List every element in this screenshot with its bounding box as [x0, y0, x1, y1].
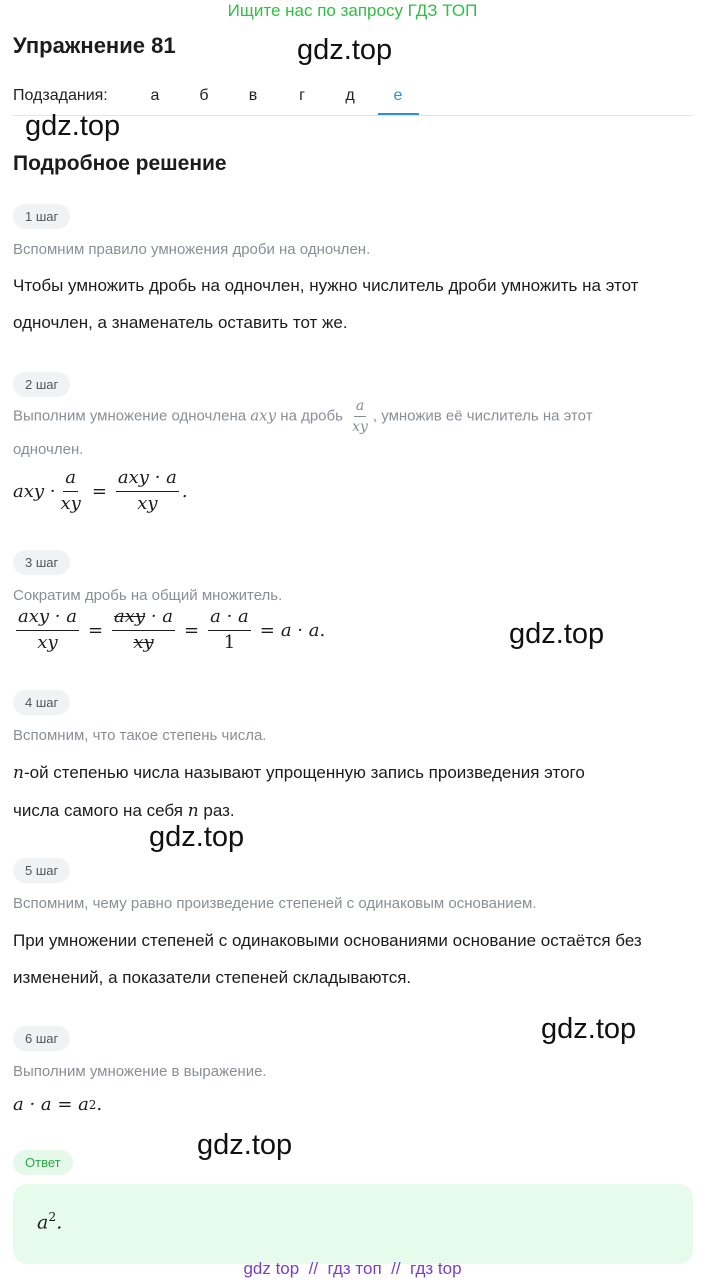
fraction-numerator: a · a [208, 607, 251, 631]
math-expression [13, 468, 188, 514]
equals-sign: = [259, 619, 275, 641]
hint-text: , умножив её числитель на этот [372, 407, 593, 425]
fraction-numerator: axy · a [16, 607, 79, 631]
fraction-cancelled [112, 607, 175, 653]
step-badge: 4 шаг [13, 690, 70, 715]
page-title: Упражнение 81 [13, 33, 176, 58]
equals-sign: = [87, 619, 104, 641]
step-hint: Вспомним, чему равно произведение степеней с одинаковым основанием. [13, 895, 537, 912]
math-base: a [37, 1211, 49, 1234]
fraction [16, 607, 79, 653]
cancelled-term: axy [114, 606, 146, 627]
hint-text: на дробь [276, 407, 348, 425]
answer-value [37, 1210, 62, 1233]
hint-text: одночлен. [13, 441, 84, 459]
fraction [208, 607, 251, 653]
fraction-denominator: xy [37, 631, 58, 653]
fraction-denominator: xy [137, 492, 158, 514]
step-badge: 3 шаг [13, 550, 70, 575]
answer-badge: Ответ [13, 1150, 73, 1175]
section-title: Подробное решение [13, 152, 227, 175]
fraction-numerator: a [354, 398, 366, 417]
math-term: a · a = [13, 1094, 73, 1115]
equals-sign: = [184, 619, 200, 641]
step-hint [13, 398, 693, 465]
watermark: gdz.top [509, 618, 605, 650]
equals-sign: = [91, 480, 107, 502]
step-text: Чтобы умножить дробь на одночлен, нужно числитель дроби умножить на этот одночлен, а знаменатель оставить тот же. [13, 276, 639, 332]
fraction-denominator: xy [352, 419, 368, 436]
math-base: a [78, 1094, 89, 1115]
text-part: -ой степенью числа называют упрощенную запись произведения этого [23, 763, 585, 782]
step-hint: Вспомним, что такое степень числа. [13, 727, 267, 744]
math-expression [13, 1094, 102, 1115]
period: . [96, 1094, 103, 1115]
math-exponent: 2 [88, 1097, 97, 1112]
tab-v[interactable]: в [248, 87, 258, 104]
watermark: gdz.top [297, 34, 393, 66]
fraction-numerator: axy · a [116, 468, 179, 492]
step-badge: 1 шаг [13, 204, 70, 229]
hint-fraction [350, 398, 370, 435]
active-tab-underline [378, 113, 419, 115]
tab-d[interactable]: д [345, 87, 355, 104]
text-part: раз. [198, 801, 235, 820]
step-hint: Выполним умножение в выражение. [13, 1063, 267, 1080]
fraction-denominator: xy [60, 492, 81, 514]
text-part: числа самого на себя [13, 801, 188, 820]
math-result: a · a. [280, 619, 326, 641]
bottom-links[interactable]: gdz top // гдз топ // гдз top [243, 1259, 462, 1278]
math-var: n [13, 763, 24, 783]
watermark: gdz.top [541, 1013, 637, 1045]
watermark: gdz.top [197, 1129, 293, 1161]
tab-e[interactable]: е [393, 87, 403, 104]
fraction-denominator: xy [133, 631, 154, 653]
math-var: n [187, 801, 199, 821]
hint-math: axy [250, 406, 277, 425]
subtasks-label: Подзадания: [13, 87, 108, 104]
search-banner[interactable]: Ищите нас по запросу ГДЗ ТОП [227, 1, 478, 20]
step-badge: 6 шаг [13, 1026, 70, 1051]
tab-b[interactable]: б [199, 87, 209, 104]
step-hint: Сократим дробь на общий множитель. [13, 587, 283, 604]
step-text [13, 754, 703, 830]
answer-box [13, 1184, 693, 1264]
remaining-term: · a [145, 606, 174, 627]
step-text: При умножении степеней с одинаковыми основаниями основание остаётся без изменений, а показатели степеней складываются. [13, 931, 642, 987]
fraction [116, 468, 179, 514]
math-exponent: 2 [48, 1210, 57, 1224]
tab-a[interactable]: а [150, 87, 160, 104]
step-badge: 5 шаг [13, 858, 70, 883]
math-expression [13, 607, 325, 653]
step-badge: 2 шаг [13, 372, 70, 397]
fraction-numerator [112, 607, 175, 631]
step-hint: Вспомним правило умножения дроби на одночлен. [13, 241, 371, 258]
fraction [59, 468, 83, 514]
hint-text: Выполним умножение одночлена [13, 407, 251, 425]
fraction-numerator: a [63, 468, 78, 492]
period: . [56, 1211, 63, 1234]
watermark: gdz.top [25, 110, 121, 142]
tab-g[interactable]: г [299, 87, 305, 104]
period: . [181, 480, 188, 502]
watermark: gdz.top [149, 821, 245, 853]
math-term: axy · [13, 480, 56, 502]
fraction-denominator: 1 [223, 631, 236, 653]
